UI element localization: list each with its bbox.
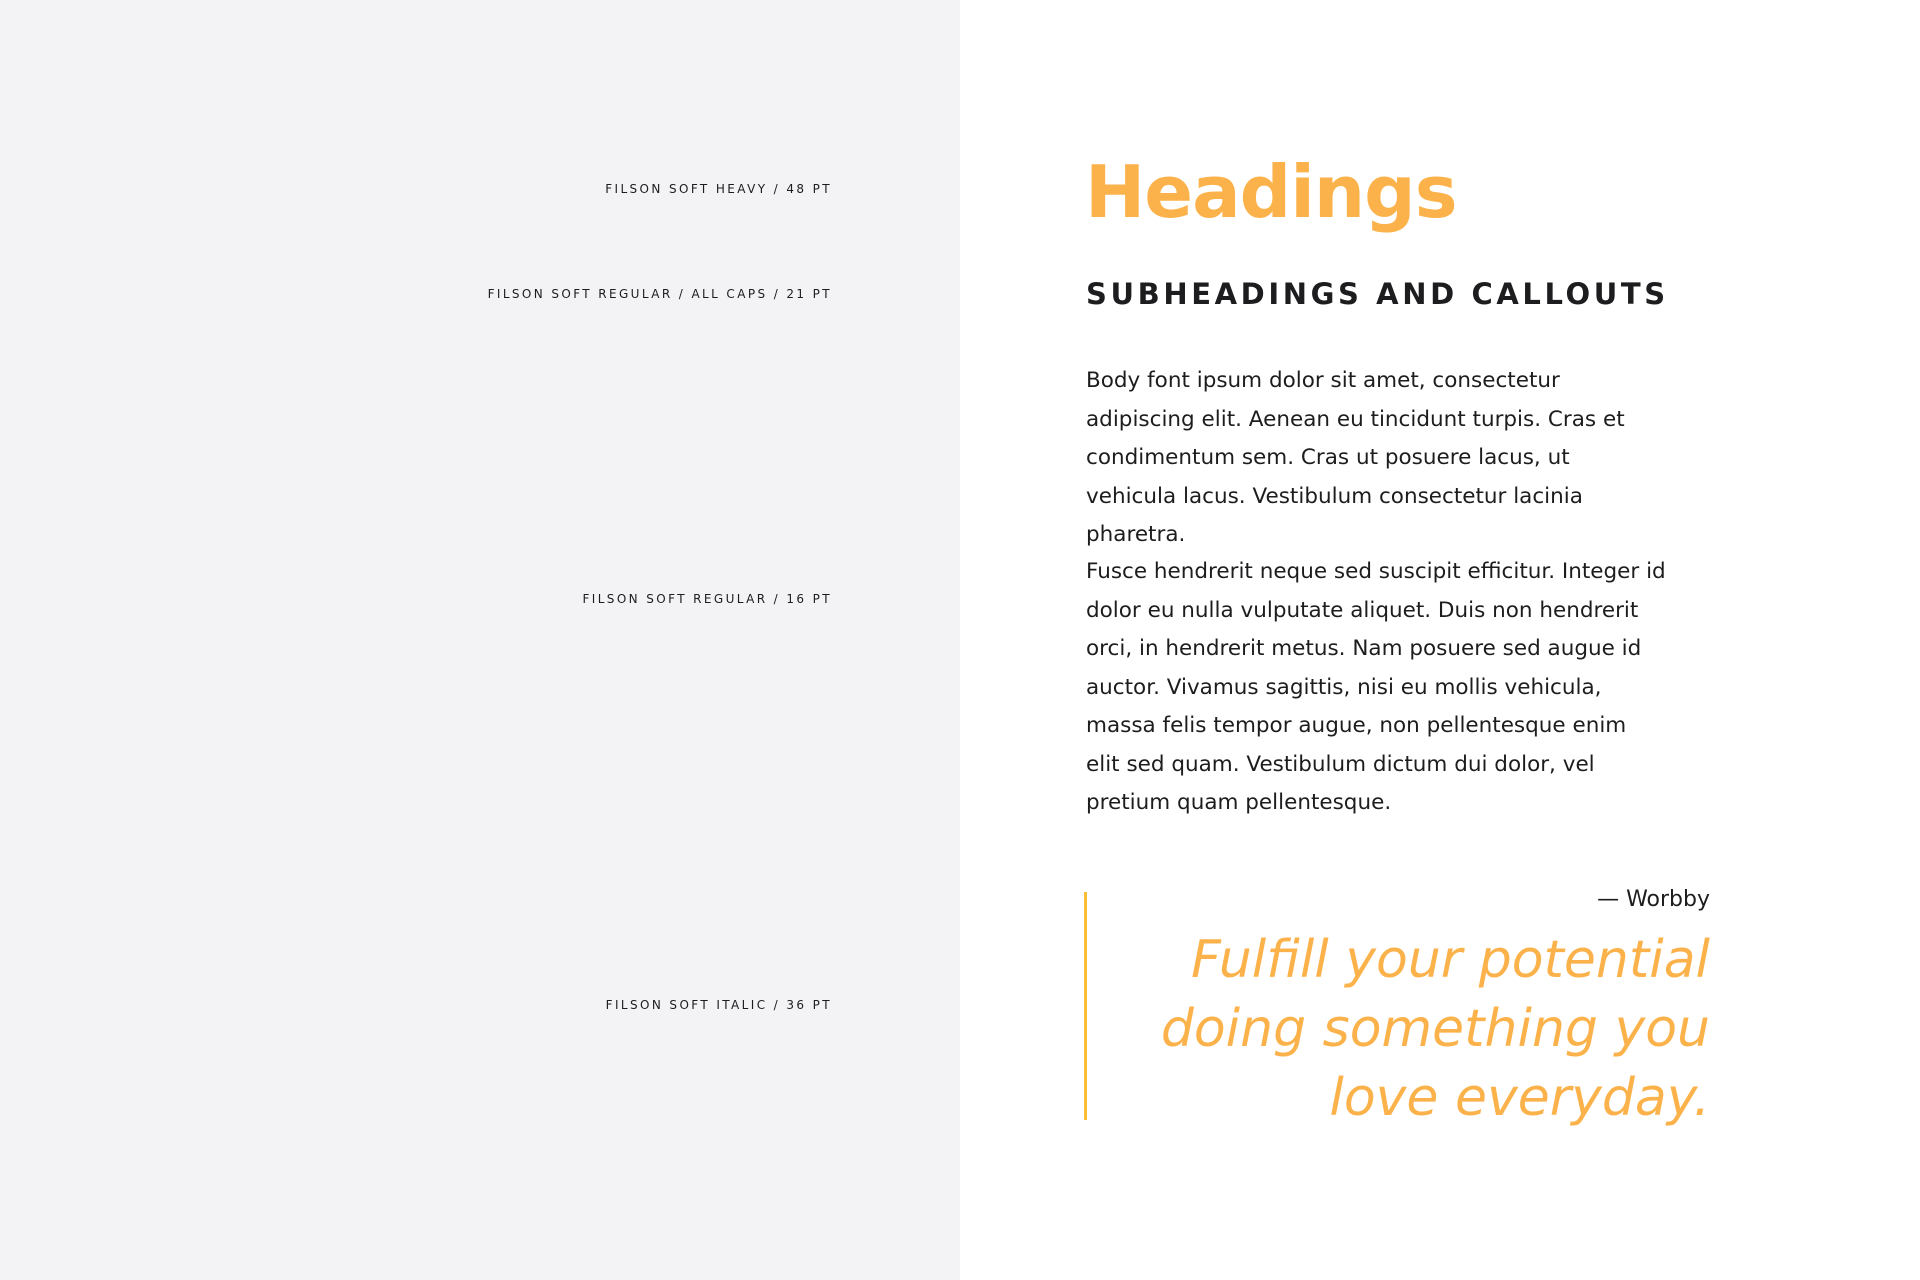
sample-italic-quote: Fulfill your potential doing something you love everyday. [1160,930,1710,1128]
quote-attribution: — Worbby [1597,887,1710,912]
spec-label-heading: FILSON SOFT HEAVY / 48 PT [605,182,832,196]
sample-subheading: SUBHEADINGS AND CALLOUTS [1086,277,1669,311]
sample-body-paragraph-1: Body font ipsum dolor sit amet, consectetur adipiscing elit. Aenean eu tincidunt turpis. Cras et condimentum sem. Cras ut posuere lacus, ut vehicula lacus. Vestibulum consectetur lacinia pharetra. [1086,368,1625,547]
spec-label-italic: FILSON SOFT ITALIC / 36 PT [605,998,832,1012]
sample-heading: Headings [1085,150,1457,234]
sample-body-paragraph-2: Fusce hendrerit neque sed suscipit efficitur. Integer id dolor eu nulla vulputate aliquet. Duis non hendrerit orci, in hendrerit metus. Nam posuere sed augue id auctor. Vivamus sagittis, nisi eu mollis vehicula, massa felis tempor augue, non pellentesque enim elit sed quam. Vestibulum dictum dui dolor, vel pretium quam pellentesque. [1086,559,1666,815]
spec-label-subheading: FILSON SOFT REGULAR / ALL CAPS / 21 PT [487,287,832,301]
quote-accent-rule [1084,892,1087,1120]
spec-label-body: FILSON SOFT REGULAR / 16 PT [582,592,832,606]
type-samples-panel [960,0,1920,1280]
